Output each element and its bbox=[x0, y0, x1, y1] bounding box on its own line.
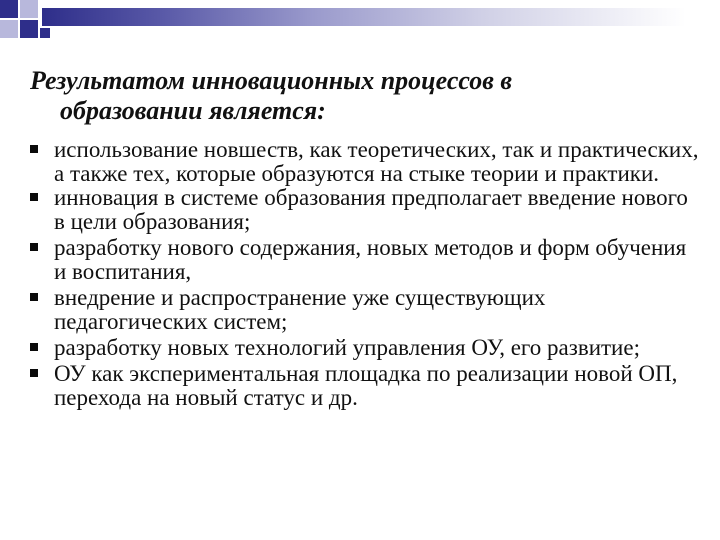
square-bullet-icon bbox=[30, 243, 38, 251]
list-item-text: разработку нового содержания, новых методов и форм обучения и воспитания, bbox=[54, 235, 687, 284]
square-bullet-icon bbox=[30, 369, 38, 377]
header-gradient-bar bbox=[42, 8, 720, 26]
square-bullet-icon bbox=[30, 145, 38, 153]
list-item bbox=[30, 362, 700, 410]
list-item-text: внедрение и распространение уже существующих педагогических систем; bbox=[54, 285, 546, 334]
deco-square-dark bbox=[0, 0, 18, 18]
square-bullet-icon bbox=[30, 293, 38, 301]
list-item-text: ОУ как экспериментальная площадка по реализации новой ОП, перехода на новый статус и др. bbox=[54, 361, 678, 410]
list-item bbox=[30, 186, 700, 234]
list-item bbox=[30, 286, 700, 334]
square-bullet-icon bbox=[30, 193, 38, 201]
list-item bbox=[30, 236, 700, 284]
deco-square-small bbox=[40, 28, 50, 38]
deco-square-dark bbox=[20, 20, 38, 38]
title-line-1: Результатом инновационных процессов в bbox=[30, 66, 512, 95]
deco-square-light bbox=[20, 0, 38, 18]
slide-title bbox=[30, 66, 700, 126]
title-line-2: образовании является: bbox=[60, 96, 326, 125]
list-item bbox=[30, 138, 700, 186]
list-item-text: использование новшеств, как теоретических, так и практических, а также тех, которые образуются на стыке теории и практики. bbox=[54, 137, 699, 186]
list-item bbox=[30, 336, 700, 360]
list-item-text: инновация в системе образования предполагает введение нового в цели образования; bbox=[54, 185, 688, 234]
square-bullet-icon bbox=[30, 343, 38, 351]
bullet-list bbox=[30, 138, 700, 412]
list-item-text: разработку новых технологий управления ОУ, его развитие; bbox=[54, 335, 640, 360]
deco-square-light bbox=[0, 20, 18, 38]
